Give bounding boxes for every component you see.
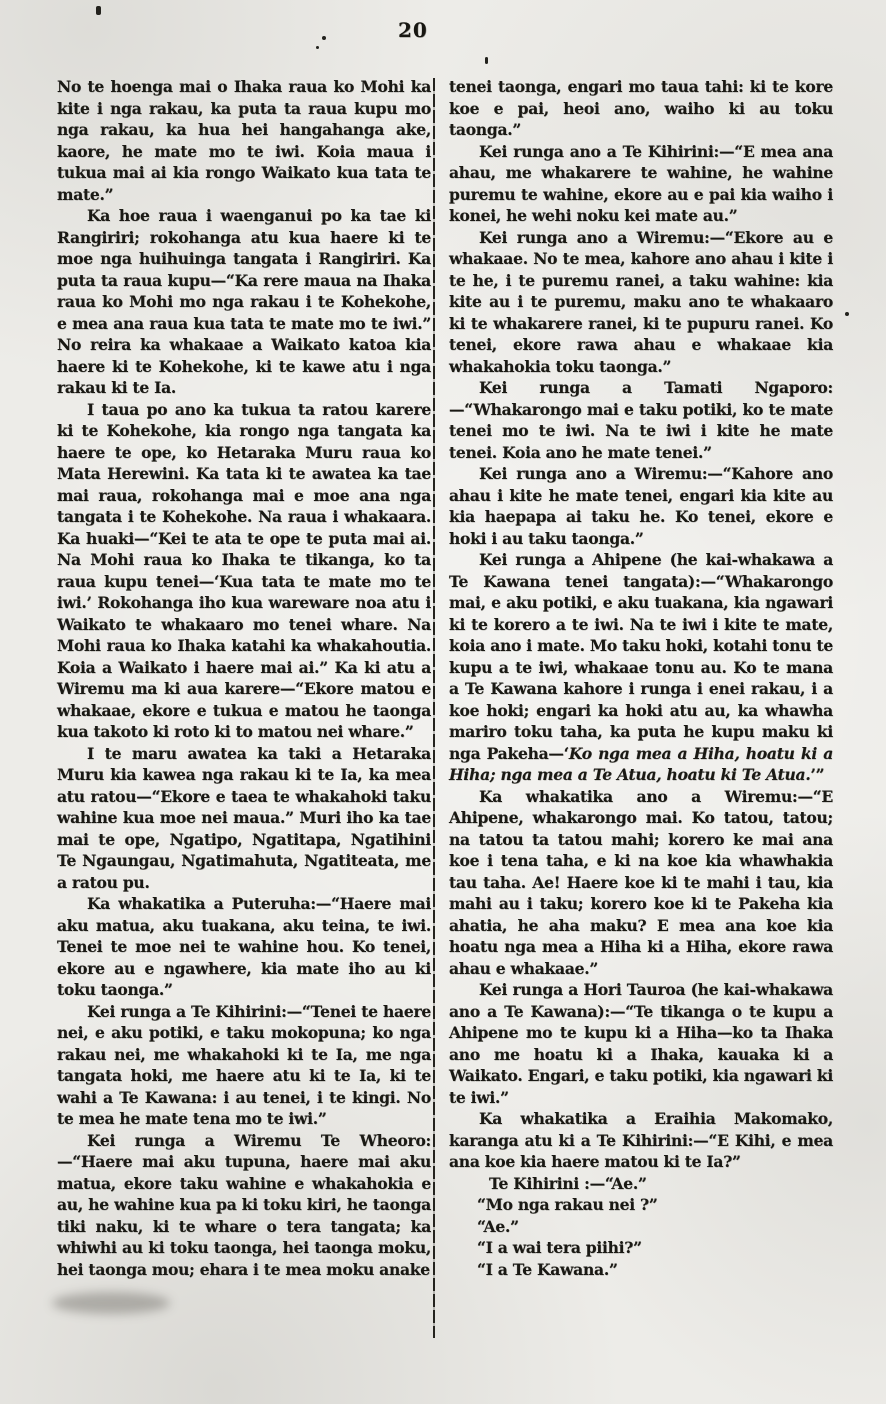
text-run: “Mo nga rakau nei ?” [477,1195,658,1214]
text-run: Kei runga a Te Kihirini:—“Tenei te haere nei, e aku potiki, e taku mokopuna; ko nga rakau nei, me whakahoki ki te Ia, me nga tangata hoki, me haere atu ki te Ia, ki te wahi a Te Kawana: i au tenei, i te kingi. No te mea he mate tena mo te iwi.” [57,1001,431,1128]
paragraph [449,786,833,980]
paragraph [449,76,833,141]
text-run: Te Kihirini :—“Ae.” [489,1173,647,1193]
text-column-right [449,76,833,1280]
paragraph [449,463,833,549]
paragraph [449,377,833,463]
paragraph [57,399,431,743]
paragraph [449,1237,833,1259]
text-run: I te maru awatea ka taki a Hetaraka Muru kia kawea nga rakau ki te Ia, ka mea atu ratou—“Ekore e taea te whakahoki taku wahine kua moe nei maua.” Muri iho ka tae mai te ope, Ngatipo, Ngatitapa, Ngatihini Te Ngaungau, Ngatimahuta, Ngatiteata, me a ratou pu. [57,743,431,892]
paragraph [449,1259,833,1281]
paragraph [449,1173,833,1195]
text-run: Ka whakatika a Puteruha:—“Haere mai aku matua, aku tuakana, aku teina, te iwi. Tenei te moe nei te wahine hou. Ko tenei, ekore au e ngawhere, kia mate iho au ki toku taonga.” [57,894,431,999]
text-run: “Ae.” [477,1216,519,1236]
text-run: No te hoenga mai o Ihaka raua ko Mohi ka kite i nga rakau, ka puta ta raua kupu mo nga rakau, ka hua hei hangahanga ake, kaore, he mate mo te iwi. Koia maua i tukua mai ai kia rongo Waikato kua tata te mate.” [57,77,431,204]
text-run: I taua po ano ka tukua ta ratou karere ki te Kohekohe, kia rongo nga tangata ka haere te ope, ko Hetaraka Muru raua ko Mata Herewini. Ka tata ki te awatea ka tae mai raua, rokohanga mai e moe ana nga tangata i te Kohekohe. Na raua i whakaara. Ka huaki—“Kei te ata te ope te puta mai ai. Na Mohi raua ko Ihaka te tikanga, ko ta raua kupu tenei—‘Kua tata te mate mo te iwi.’ Rokohanga iho kua wareware noa atu i Waikato te whakaaro mo tenei whare. Na Mohi raua ko Ihaka katahi ka whakahoutia. Koia a Waikato i haere mai ai.” Ka ki atu a Wiremu ma ki aua karere—“Ekore matou e whakaae, ekore e tukua e matou he taonga kua takoto ki roto ki to matou nei whare.” [57,399,431,741]
text-run: ’” [810,765,825,784]
page-number: 20 [398,18,428,42]
text-run: Ka whakatika a Eraihia Makomako, karanga atu ki a Te Kihirini:—“E Kihi, e mea ana koe kia haere matou ki te Ia?” [449,1109,833,1171]
ink-smudge [52,1292,170,1314]
text-run: Kei runga a Wiremu Te Wheoro:—“Haere mai aku tupuna, haere mai aku matua, ekore taku wahine e whakahokia e au, he wahine kua pa ki toku kiri, he taonga tiki naku, ki te whare o tera tangata; ka whiwhi au ki toku taonga, hei taonga moku, hei taonga mou; ehara i te mea moku anake [57,1130,431,1279]
scan-speck [316,46,319,49]
paragraph [57,893,431,1001]
scan-speck [845,312,849,316]
paragraph [449,141,833,227]
paragraph [449,1194,833,1216]
paragraph [57,76,431,205]
paragraph [449,1108,833,1173]
text-run: Ka whakatika ano a Wiremu:—“E Ahipene, whakarongo mai. Ko tatou, tatou; na tatou ta tatou mahi; korero ke mai ana koe i tena taha, e ki na koe kia whawhakia tau taha. Ae! Haere koe ki te mahi i tau, kia mahi au i taku; korero koe ki te Pakeha kia ahatia, he aha maku? E mea ana koe kia hoatu nga mea a Hiha ki a Hiha, ekore rawa ahau e whakaae.” [449,786,833,978]
text-run: Kei runga a Hori Tauroa (he kai-whakawa ano a Te Kawana):—“Te tikanga o te kupu a Ahipene mo te kupu ki a Hiha—ko ta Ihaka ano me hoatu ki a Ihaka, kauaka ki a Waikato. Engari, e taku potiki, kia ngawari ki te iwi.” [449,980,833,1107]
text-run: Kei runga a Tamati Ngaporo:—“Whakarongo mai e taku potiki, ko te mate tenei mo te iwi. Na te iwi i kite he mate tenei. Koia ano he mate tenei.” [449,378,833,462]
text-run: Kei runga ano a Te Kihirini:—“E mea ana ahau, me whakarere te wahine, he wahine puremu te wahine, ekore au e pai kia waiho i konei, he wehi noku kei mate au.” [449,141,833,225]
text-columns [57,76,833,1280]
text-column-left [57,76,431,1280]
paragraph [57,743,431,894]
text-run: Kei runga ano a Wiremu:—“Ekore au e whakaae. No te mea, kahore ano ahau i kite i te he, i te puremu ranei, a taku wahine: kia kite au i te puremu, maku ano te whakaaro ki te whakarere ranei, ki te pupuru ranei. Ko tenei, ekore rawa ahau e whakaae kia whakahokia toku taonga.” [449,227,833,376]
paragraph [449,1216,833,1238]
scan-speck [485,57,488,64]
scan-speck [96,6,101,15]
text-run: Kei runga a Ahipene (he kai-whakawa a Te Kawana tenei tangata):—“Whakarongo mai, e aku potiki, e aku tuakana, kia ngawari ki te korero a te iwi. Na te iwi i kite te mate, koia ano i mate. Mo taku hoki, kotahi tonu te kupu a te iwi, whakaae tonu au. Ko te mana a Te Kawana kahore i runga i enei rakau, i a koe hoki; engari ka hoki atu au, ka whawha mariro toku taha, ka puta he kupu maku ki nga Pakeha—‘ [449,550,833,763]
text-run: “I a Te Kawana.” [477,1259,618,1279]
paragraph [449,979,833,1108]
paragraph [57,1001,431,1130]
text-run: Kei runga ano a Wiremu:—“Kahore ano ahau i kite he mate tenei, engari kia kite au kia haepapa ai taku he. Ko tenei, ekore e hoki i au taku taonga.” [449,464,833,548]
paragraph [57,1130,431,1281]
text-run: “I a wai tera piihi?” [477,1238,642,1257]
scan-speck [322,36,326,40]
paragraph [449,549,833,786]
italic-text-run: Ko nga mea a Hiha, hoatu ki a Hiha; nga mea a Te Atua, hoatu ki Te Atua. [449,743,833,784]
paragraph [57,205,431,399]
paragraph [449,227,833,378]
text-run: tenei taonga, engari mo taua tahi: ki te kore koe e pai, heoi ano, waiho ki au toku taonga.” [449,77,833,139]
text-run: Ka hoe raua i waenganui po ka tae ki Rangiriri; rokohanga atu kua haere ki te moe nga huihuinga tangata i Rangiriri. Ka puta ta raua kupu—“Ka rere maua na Ihaka raua ko Mohi mo nga rakau i te Kohekohe, e mea ana raua kua tata te mate mo te iwi.” No reira ka whakaae a Waikato katoa kia haere ki te Kohekohe, ki te kawe atu i nga rakau ki te Ia. [57,206,431,397]
